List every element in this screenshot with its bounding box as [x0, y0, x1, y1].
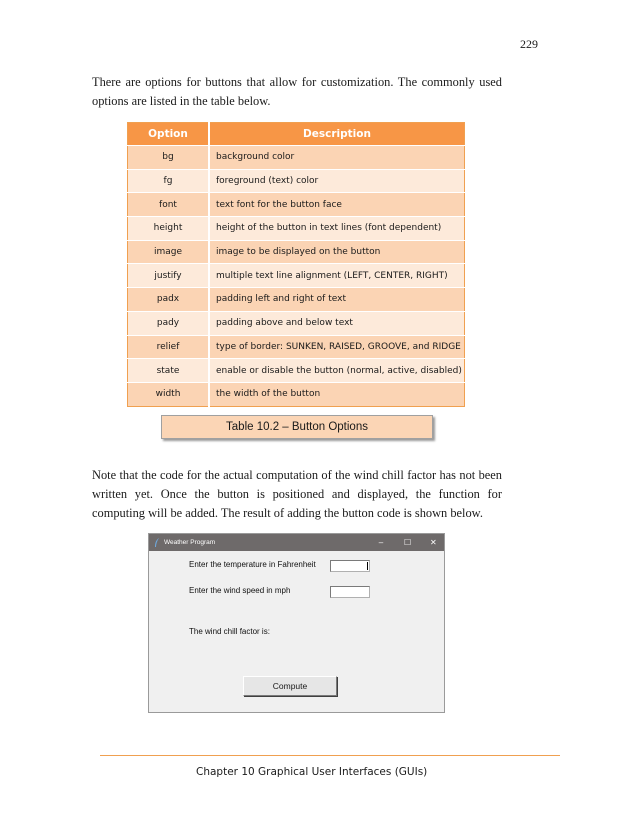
option-cell: justify — [128, 264, 210, 288]
table-row — [128, 359, 465, 383]
option-cell: state — [128, 359, 210, 383]
temperature-input[interactable] — [330, 560, 370, 572]
option-cell: bg — [128, 146, 210, 170]
table-row — [128, 146, 465, 170]
option-cell: width — [128, 382, 210, 406]
header-option: Option — [128, 123, 210, 146]
text-cursor — [367, 562, 368, 570]
description-cell: padding above and below text — [209, 311, 465, 335]
description-cell: the width of the button — [209, 382, 465, 406]
description-cell: height of the button in text lines (font dependent) — [209, 217, 465, 241]
button-options-table — [127, 122, 465, 407]
wind-speed-label: Enter the wind speed in mph — [189, 586, 291, 595]
wind-chill-label: The wind chill factor is: — [189, 627, 270, 636]
table-row — [128, 382, 465, 406]
option-cell: padx — [128, 288, 210, 312]
window-titlebar[interactable] — [149, 534, 444, 551]
description-cell: image to be displayed on the button — [209, 240, 465, 264]
option-cell: fg — [128, 169, 210, 193]
page-number: 229 — [520, 37, 538, 51]
table-row — [128, 193, 465, 217]
compute-button[interactable]: Compute — [243, 676, 337, 696]
option-cell: height — [128, 217, 210, 241]
description-cell: foreground (text) color — [209, 169, 465, 193]
table-row — [128, 335, 465, 359]
feather-icon — [154, 538, 160, 547]
weather-program-window — [148, 533, 445, 713]
close-icon[interactable]: ✕ — [430, 538, 437, 547]
minimize-icon[interactable]: – — [378, 538, 384, 547]
description-cell: text font for the button face — [209, 193, 465, 217]
temperature-label: Enter the temperature in Fahrenheit — [189, 560, 316, 569]
option-cell: image — [128, 240, 210, 264]
body-paragraph: Note that the code for the actual computation of the wind chill factor has not been written yet. Once the button is positioned and displayed, the function for computing will be added. The result of adding the button code is shown below. — [92, 468, 502, 520]
table-row — [128, 240, 465, 264]
table-row — [128, 288, 465, 312]
header-description: Description — [209, 123, 465, 146]
window-title: Weather Program — [164, 539, 216, 546]
description-cell: padding left and right of text — [209, 288, 465, 312]
table-row — [128, 217, 465, 241]
description-cell: type of border: SUNKEN, RAISED, GROOVE, and RIDGE — [209, 335, 465, 359]
option-cell: pady — [128, 311, 210, 335]
table-caption: Table 10.2 – Button Options — [161, 415, 433, 439]
table-row — [128, 264, 465, 288]
table-row — [128, 169, 465, 193]
option-cell: relief — [128, 335, 210, 359]
intro-paragraph: There are options for buttons that allow for customization. The commonly used options are listed in the table below. — [92, 75, 502, 108]
table-row — [128, 311, 465, 335]
description-cell: background color — [209, 146, 465, 170]
table-header-row — [128, 123, 465, 146]
maximize-icon[interactable]: ☐ — [404, 538, 412, 547]
description-cell: multiple text line alignment (LEFT, CENTER, RIGHT) — [209, 264, 465, 288]
option-cell: font — [128, 193, 210, 217]
footer-divider — [100, 755, 560, 756]
wind-speed-input[interactable] — [330, 586, 370, 598]
description-cell: enable or disable the button (normal, active, disabled) — [209, 359, 465, 383]
chapter-footer: Chapter 10 Graphical User Interfaces (GUIs) — [196, 766, 428, 778]
